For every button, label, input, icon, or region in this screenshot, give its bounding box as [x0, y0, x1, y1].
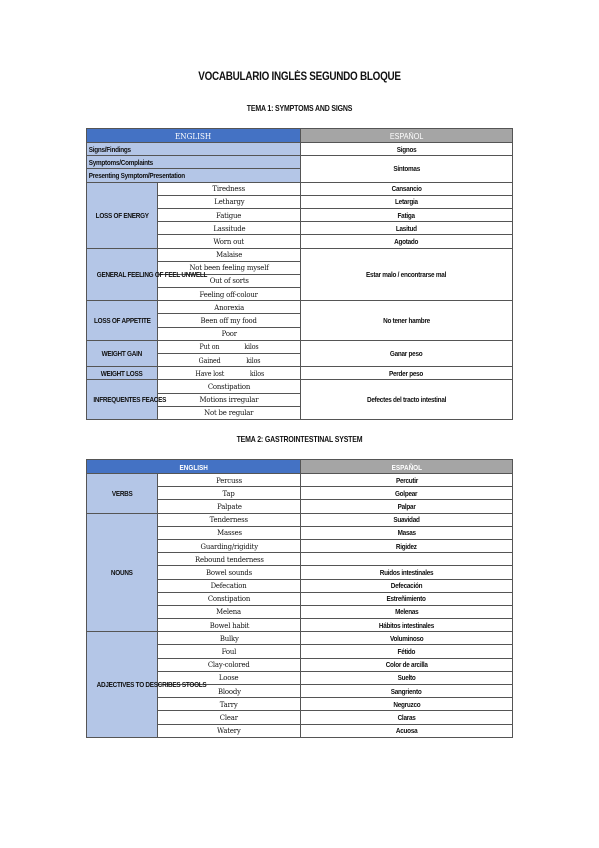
spanish-cell: Melenas	[301, 605, 513, 618]
english-term: Watery	[158, 724, 301, 737]
category-cell: LOSS OF APPETITE	[87, 301, 158, 341]
english-term: Tarry	[158, 698, 301, 711]
english-term: Guarding/rigidity	[158, 539, 301, 552]
table-row	[87, 143, 513, 156]
spanish-cell: Estar malo / encontrarse mal	[301, 248, 513, 301]
tema1-table	[86, 128, 513, 420]
intro-term: Presenting Symptom/Presentation	[87, 169, 301, 182]
tema1-header-english: ENGLISH	[87, 129, 301, 143]
tema1-header-row	[87, 129, 513, 143]
english-term: Tiredness	[158, 182, 301, 195]
english-term: Masses	[158, 526, 301, 539]
spanish-cell: Síntomas	[301, 156, 513, 182]
english-term: Rebound tenderness	[158, 553, 301, 566]
spanish-cell: Negruzco	[301, 698, 513, 711]
spanish-cell: Perder peso	[301, 367, 513, 380]
tema2-title: TEMA 2: GASTROINTESTINAL SYSTEM	[236, 434, 363, 444]
spanish-cell: Claras	[301, 711, 513, 724]
english-term: Motions irregular	[158, 393, 301, 406]
table-row	[87, 632, 513, 645]
table-row	[87, 182, 513, 195]
english-term: Lassitude	[158, 222, 301, 235]
spanish-cell: Suavidad	[301, 513, 513, 526]
tema2-table	[86, 459, 513, 738]
spanish-cell: Ganar peso	[301, 340, 513, 366]
english-term: Have lost kilos	[158, 367, 301, 380]
english-term: Worn out	[158, 235, 301, 248]
english-term: Bowel habit	[158, 619, 301, 632]
tema2-header-spanish: ESPAÑOL	[301, 460, 513, 474]
english-term: Out of sorts	[158, 274, 301, 287]
spanish-cell: Agotado	[301, 235, 513, 248]
english-term: Clay-colored	[158, 658, 301, 671]
category-cell: VERBS	[87, 474, 158, 514]
category-cell: INFREQUENTES FEACES	[87, 380, 158, 420]
spanish-cell: Letargia	[301, 195, 513, 208]
spanish-cell: Signos	[301, 143, 513, 156]
category-cell: NOUNS	[87, 513, 158, 632]
english-term: Clear	[158, 711, 301, 724]
english-term: Foul	[158, 645, 301, 658]
table-row	[87, 513, 513, 526]
english-term: Bowel sounds	[158, 566, 301, 579]
spanish-cell: Golpear	[301, 487, 513, 500]
spanish-cell: Sangriento	[301, 685, 513, 698]
category-cell: WEIGHT GAIN	[87, 340, 158, 366]
table-row	[87, 367, 513, 380]
english-term: Been off my food	[158, 314, 301, 327]
spanish-cell: Ruidos intestinales	[301, 566, 513, 579]
spanish-cell: Palpar	[301, 500, 513, 513]
tema1-header-spanish: ESPAÑOL	[301, 129, 513, 143]
tema2-header-row	[87, 460, 513, 474]
spanish-cell: Voluminoso	[301, 632, 513, 645]
table-row	[87, 340, 513, 353]
category-cell: GENERAL FEELING OF FEEL UNWELL	[87, 248, 158, 301]
english-term: Feeling off-colour	[158, 288, 301, 301]
category-cell: ADJECTIVES TO DESCRIBES STOOLS	[87, 632, 158, 738]
english-term: Tap	[158, 487, 301, 500]
spanish-cell: Cansancio	[301, 182, 513, 195]
english-term: Not been feeling myself	[158, 261, 301, 274]
spanish-cell: Fatiga	[301, 208, 513, 221]
table-row	[87, 156, 513, 169]
spanish-cell	[301, 553, 513, 566]
document-title: VOCABULARIO INGLÉS SEGUNDO BLOQUE	[198, 71, 401, 83]
table-row	[87, 380, 513, 393]
english-term: Anorexia	[158, 301, 301, 314]
category-cell: LOSS OF ENERGY	[87, 182, 158, 248]
spanish-cell: Masas	[301, 526, 513, 539]
spanish-cell: Lasitud	[301, 222, 513, 235]
english-term: Defecation	[158, 579, 301, 592]
english-term: Constipation	[158, 380, 301, 393]
english-term: Gained kilos	[158, 354, 301, 367]
english-term: Melena	[158, 605, 301, 618]
english-term: Palpate	[158, 500, 301, 513]
english-term: Loose	[158, 671, 301, 684]
table-row	[87, 301, 513, 314]
english-term: Malaise	[158, 248, 301, 261]
category-cell: WEIGHT LOSS	[87, 367, 158, 380]
english-term: Lethargy	[158, 195, 301, 208]
tema1-title: TEMA 1: SYMPTOMS AND SIGNS	[246, 103, 353, 113]
intro-term: Symptoms/Complaints	[87, 156, 301, 169]
spanish-cell: Defecación	[301, 579, 513, 592]
spanish-cell: No tener hambre	[301, 301, 513, 341]
table-row	[87, 474, 513, 487]
spanish-cell: Fétido	[301, 645, 513, 658]
spanish-cell: Rigidez	[301, 539, 513, 552]
english-term: Poor	[158, 327, 301, 340]
spanish-cell: Suelto	[301, 671, 513, 684]
tema2-header-english: ENGLISH	[87, 460, 301, 474]
english-term: Bulky	[158, 632, 301, 645]
english-term: Not be regular	[158, 406, 301, 419]
table-row	[87, 248, 513, 261]
intro-term: Signs/Findings	[87, 143, 301, 156]
spanish-cell: Estreñimiento	[301, 592, 513, 605]
spanish-cell: Percutir	[301, 474, 513, 487]
english-term: Percuss	[158, 474, 301, 487]
spanish-cell: Color de arcilla	[301, 658, 513, 671]
english-term: Fatigue	[158, 208, 301, 221]
spanish-cell: Hábitos intestinales	[301, 619, 513, 632]
english-term: Constipation	[158, 592, 301, 605]
english-term: Tenderness	[158, 513, 301, 526]
spanish-cell: Acuosa	[301, 724, 513, 737]
english-term: Bloody	[158, 685, 301, 698]
spanish-cell: Defectes del tracto intestinal	[301, 380, 513, 420]
english-term: Put on kilos	[158, 340, 301, 353]
